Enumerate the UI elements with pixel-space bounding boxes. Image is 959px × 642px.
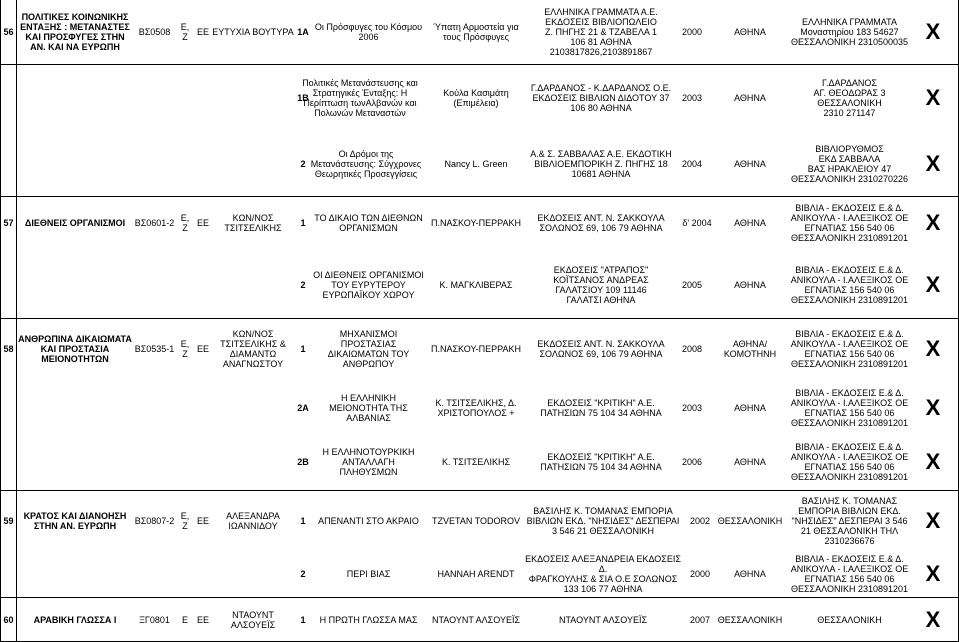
distributor: Γ.ΔΑΡΔΑΝΟΣ ΑΓ. ΘΕΟΔΩΡΑΣ 3 ΘΕΣΣΑΛΟΝΙΚΗ 2310 271147: [813, 78, 886, 118]
cross-mark: X: [925, 395, 941, 420]
book-index: 1: [300, 344, 306, 354]
distributor: ΒΙΒΛΙΑ - ΕΚΔΟΣΕΙΣ Ε.& Δ. ΑΝΙΚΟΥΛΑ - Ι.ΑΛΕΞΙΚΟΣ ΟΕ ΕΓΝΑΤΙΑΣ 156 540 06 ΘΕΣΣΑΛΟΝΙΚΗ 2310891201: [790, 329, 909, 369]
book-index: 1Β: [297, 93, 309, 103]
row-number: 57: [3, 218, 14, 228]
publisher: ΝΤΑΟΥΝΤ ΑΛΣΟΥΕΪΣ: [558, 615, 648, 625]
publisher: ΕΚΔΟΣΕΙΣ "ΚΡΙΤΙΚΗ" Α.Ε. ΠΑΤΗΣΙΩΝ 75 104 34 ΑΘΗΝΑ: [540, 398, 662, 418]
publisher: ΕΚΔΟΣΕΙΣ "ΑΤΡΑΠΟΣ" ΚΟΪΤΣΑΝΟΣ ΑΝΔΡΕΑΣ ΓΑΛΑΤΣΙΟΥ 109 11146 ΓΑΛΑΤΣΙ ΑΘΗΝΑ: [553, 265, 649, 305]
publisher: ΕΚΔΟΣΕΙΣ ΑΝΤ. Ν. ΣΑΚΚΟΥΛΑ ΣΟΛΩΝΟΣ 69, 106 79 ΑΘΗΝΑ: [537, 213, 665, 233]
row-number: 59: [3, 516, 14, 526]
publisher: Γ.ΔΑΡΔΑΝΟΣ - Κ.ΔΑΡΔΑΝΟΣ Ο.Ε. ΕΚΔΟΣΕΙΣ ΒΙΒΛΙΩΝ ΔΙΔΟΤΟΥ 37 106 80 ΑΘΗΝΑ: [530, 83, 672, 113]
book-title: ΟΙ ΔΙΕΘΝΕΙΣ ΟΡΓΑΝΙΣΜΟΙ ΤΟΥ ΕΥΡΥΤΕΡΟΥ ΕΥΡΩΠΑΪΚΟΥ ΧΩΡΟΥ: [313, 270, 424, 300]
book-index: 2: [300, 159, 306, 169]
publication-city: ΑΘΗΝΑ: [734, 457, 766, 467]
publication-year: 2005: [681, 280, 703, 290]
instructor: ΝΤΑΟΥΝΤ ΑΛΣΟΥΕΪΣ: [230, 610, 276, 630]
book-title: Οι Δρόμοι της Μετανάστευσης: Σύγχρονες Θεωρητικές Προσεγγίσεις: [310, 149, 422, 179]
book-author: TZVETAN TODOROV: [431, 516, 520, 526]
book-title: Η ΠΡΩΤΗ ΓΛΩΣΣΑ ΜΑΣ: [319, 615, 418, 625]
publication-year: 2008: [681, 344, 703, 354]
book-title: Οι Πρόσφυγες του Κόσμου 2006: [314, 22, 423, 42]
publication-year: 2004: [681, 159, 703, 169]
course-title: ΚΡΑΤΟΣ ΚΑΙ ΔΙΑΝΟΗΣΗ ΣΤΗΝ ΑΝ. ΕΥΡΩΠΗ: [23, 511, 127, 531]
book-title: Η ΕΛΛΗΝΙΚΗ ΜΕΙΟΝΟΤΗΤΑ ΤΗΣ ΑΛΒΑΝΙΑΣ: [329, 393, 408, 423]
book-title: Πολιτικές Μετανάστευσης και Στρατηγικές Ένταξης: Η Περίπτωση τωνΑλβανών και Πολωνών Μεταναστών: [302, 78, 418, 118]
book-author: ΝΤΑΟΥΝΤ ΑΛΣΟΥΕΪΣ: [431, 615, 521, 625]
book-index: 2: [300, 569, 306, 579]
distributor: ΒΙΒΛΙΑ - ΕΚΔΟΣΕΙΣ Ε.& Δ. ΑΝΙΚΟΥΛΑ - Ι.ΑΛΕΞΙΚΟΣ ΟΕ ΕΓΝΑΤΙΑΣ 156 540 06 ΘΕΣΣΑΛΟΝΙΚΗ 2310891201: [790, 203, 909, 243]
course-title: ΑΡΑΒΙΚΗ ΓΛΩΣΣΑ Ι: [33, 615, 117, 625]
row-divider: [0, 597, 959, 598]
publisher: ΕΚΔΟΣΕΙΣ ΑΝΤ. Ν. ΣΑΚΚΟΥΛΑ ΣΟΛΩΝΟΣ 69, 106 79 ΑΘΗΝΑ: [537, 339, 665, 359]
semester: Ε, Ζ: [180, 511, 190, 531]
book-author: Κούλα Κασιμάτη (Επιμέλεια): [443, 88, 509, 108]
cross-mark: X: [925, 561, 941, 586]
cross-mark: X: [925, 151, 941, 176]
course-code: ΒΣ0535-1: [134, 344, 175, 354]
course-title: ΑΝΘΡΩΠΙΝΑ ΔΙΚΑΙΩΜΑΤΑ ΚΑΙ ΠΡΟΣΤΑΣΙΑ ΜΕΙΟΝΟΤΗΤΩΝ: [18, 334, 132, 364]
instructor: ΚΩΝ/ΝΟΣ ΤΣΙΤΣΕΛΙΚΗΣ & ΔΙΑΜΑΝΤΩ ΑΝΑΓΝΩΣΤΟΥ: [220, 329, 286, 369]
row-number: 56: [3, 27, 14, 37]
book-author: Κ. ΤΣΙΤΣΕΛΙΚΗΣ, Δ. ΧΡΙΣΤΟΠΟΥΛΟΣ +: [435, 398, 517, 418]
instructor: ΕΥΤΥΧΙΑ ΒΟΥΤΥΡΑ: [212, 27, 294, 37]
publication-city: ΑΘΗΝΑ: [734, 27, 766, 37]
semester: Ε, Ζ: [180, 22, 190, 42]
publisher: ΕΛΛΗΝΙΚΑ ΓΡΑΜΜΑΤΑ Α.Ε. ΕΚΔΟΣΕΙΣ ΒΙΒΛΙΟΠΩΛΕΙΟ Ζ. ΠΗΓΗΣ 21 & ΤΖΑΒΕΛΑ 1 106 81 ΑΘΗΝΑ 2103817826,2103891867: [544, 7, 658, 57]
book-index: 1: [300, 516, 306, 526]
book-index: 2: [300, 280, 306, 290]
publication-city: ΑΘΗΝΑ: [734, 93, 766, 103]
row-number: 60: [3, 615, 14, 625]
course-title: ΠΟΛΙΤΙΚΕΣ ΚΟΙΝΩΝΙΚΗΣ ΕΝΤΑΞΗΣ : ΜΕΤΑΝΑΣΤΕΣ ΚΑΙ ΠΡΟΣΦΥΓΕΣ ΣΤΗΝ ΑΝ. ΚΑΙ ΝΑ ΕΥΡΩΠΗ: [20, 12, 130, 52]
instructor: ΚΩΝ/ΝΟΣ ΤΣΙΤΣΕΛΙΚΗΣ: [224, 213, 282, 233]
distributor: ΒΙΒΛΙΑ - ΕΚΔΟΣΕΙΣ Ε.& Δ. ΑΝΙΚΟΥΛΑ - Ι.ΑΛΕΞΙΚΟΣ ΟΕ ΕΓΝΑΤΙΑΣ 156 540 06 ΘΕΣΣΑΛΟΝΙΚΗ 2310891201: [790, 554, 909, 594]
publication-city: ΑΘΗΝΑ: [734, 569, 766, 579]
course-type: ΕΕ: [196, 27, 209, 37]
instructor: ΑΛΕΞΑΝΔΡΑ ΙΩΑΝΝΙΔΟΥ: [226, 511, 280, 531]
row-divider: [0, 64, 959, 65]
publication-year: 2006: [681, 457, 703, 467]
publication-city: ΑΘΗΝΑ: [734, 218, 766, 228]
publication-year: 2002: [689, 516, 711, 526]
cross-mark: X: [925, 210, 941, 235]
publication-city: ΑΘΗΝΑ/ ΚΟΜΟΤΗΝΗ: [723, 339, 777, 359]
publication-year: 2003: [681, 93, 703, 103]
publisher: ΕΚΔΟΣΕΙΣ "ΚΡΙΤΙΚΗ" Α.Ε. ΠΑΤΗΣΙΩΝ 75 104 34 ΑΘΗΝΑ: [540, 452, 662, 472]
cross-mark: X: [925, 449, 941, 474]
publication-city: ΑΘΗΝΑ: [734, 159, 766, 169]
book-title: ΑΠΕΝΑΝΤΙ ΣΤΟ ΑΚΡΑΙΟ: [318, 516, 419, 526]
book-author: Nancy L. Green: [444, 159, 508, 169]
publication-city: ΑΘΗΝΑ: [734, 403, 766, 413]
publication-year: 2000: [689, 569, 711, 579]
course-code: ΒΣ0601-2: [134, 218, 175, 228]
course-code: ΞΓ0801: [139, 615, 170, 625]
book-title: Η ΕΛΛΗΝΟΤΟΥΡΚΙΚΗ ΑΝΤΑΛΛΑΓΗ ΠΛΗΘΥΣΜΩΝ: [322, 447, 415, 477]
publisher: Α.& Σ. ΣΑΒΒΑΛΑΣ Α.Ε. ΕΚΔΟΤΙΚΗ ΒΙΒΛΙΟΕΜΠΟΡΙΚΗ Ζ. ΠΗΓΗΣ 18 10681 ΑΘΗΝΑ: [530, 149, 672, 179]
distributor: ΒΑΣΙΛΗΣ Κ. ΤΟΜΑΝΑΣ ΕΜΠΟΡΙΑ ΒΙΒΛΙΩΝ ΕΚΔ. "ΝΗΣΙΔΕΣ" ΔΕΣΠΕΡΑΙ 3 546 21 ΘΕΣΣΑΛΟΝΙΚΗ ΤΗΛ 2310236676: [791, 496, 908, 546]
column-divider: [16, 0, 17, 642]
publication-city: ΘΕΣΣΑΛΟΝΙΚΗ: [717, 516, 783, 526]
book-author: Κ. ΤΣΙΤΣΕΛΙΚΗΣ: [441, 457, 511, 467]
course-title: ΔΙΕΘΝΕΙΣ ΟΡΓΑΝΙΣΜΟΙ: [24, 218, 126, 228]
book-title: ΜΗΧΑΝΙΣΜΟΙ ΠΡΟΣΤΑΣΙΑΣ ΔΙΚΑΙΩΜΑΤΩΝ ΤΟΥ ΑΝΘΡΩΠΟΥ: [327, 329, 410, 369]
row-number: 58: [3, 344, 14, 354]
book-index: 1: [300, 615, 306, 625]
course-code: ΒΣ0807-2: [134, 516, 175, 526]
cross-mark: X: [925, 19, 941, 44]
publication-year: δ' 2004: [682, 218, 712, 228]
publication-year: 2000: [681, 27, 703, 37]
book-index: 2Α: [297, 403, 309, 413]
distributor: ΒΙΒΛΙΑ - ΕΚΔΟΣΕΙΣ Ε.& Δ. ΑΝΙΚΟΥΛΑ - Ι.ΑΛΕΞΙΚΟΣ ΟΕ ΕΓΝΑΤΙΑΣ 156 540 06 ΘΕΣΣΑΛΟΝΙΚΗ 2310891201: [790, 388, 909, 428]
course-type: ΕΕ: [196, 516, 209, 526]
book-index: 2Β: [297, 457, 309, 467]
book-title: ΤΟ ΔΙΚΑΙΟ ΤΩΝ ΔΙΕΘΝΩΝ ΟΡΓΑΝΙΣΜΩΝ: [314, 213, 423, 233]
book-author: Ύπατη Αρμοστεία για τους Πρόσφυγες: [433, 22, 519, 42]
publisher: ΕΚΔΟΣΕΙΣ ΑΛΕΞΑΝΔΡΕΙΑ ΕΚΔΟΣΕΙΣ Δ. ΦΡΑΓΚΟΥΛΗΣ & ΣΙΑ Ο.Ε ΣΟΛΩΝΟΣ 133 106 77 ΑΘΗΝΑ: [525, 554, 681, 594]
cross-mark: X: [925, 272, 941, 297]
book-title: ΠΕΡΙ ΒΙΑΣ: [346, 569, 391, 579]
semester: Ε: [181, 615, 188, 625]
publication-year: 2003: [681, 403, 703, 413]
publisher: ΒΑΣΙΛΗΣ Κ. ΤΟΜΑΝΑΣ ΕΜΠΟΡΙΑ ΒΙΒΛΙΩΝ ΕΚΔ. "ΝΗΣΙΔΕΣ" ΔΕΣΠΕΡΑΙ 3 546 21 ΘΕΣΣΑΛΟΝΙΚΗ: [526, 506, 680, 536]
course-type: ΕΕ: [196, 218, 209, 228]
distributor: ΘΕΣΣΑΛΟΝΙΚΗ: [817, 615, 882, 625]
book-author: Π.ΝΑΣΚΟΥ-ΠΕΡΡΑΚΗ: [430, 344, 522, 354]
book-author: HANNAH ARENDT: [437, 569, 515, 579]
distributor: ΒΙΒΛΙΑ - ΕΚΔΟΣΕΙΣ Ε.& Δ. ΑΝΙΚΟΥΛΑ - Ι.ΑΛΕΞΙΚΟΣ ΟΕ ΕΓΝΑΤΙΑΣ 156 540 06 ΘΕΣΣΑΛΟΝΙΚΗ 2310891201: [790, 442, 909, 482]
publication-city: ΑΘΗΝΑ: [734, 280, 766, 290]
semester: Ε, Ζ: [180, 339, 190, 359]
semester: Ε, Ζ: [180, 213, 190, 233]
publication-city: ΘΕΣΣΑΛΟΝΙΚΗ: [717, 615, 783, 625]
cross-mark: X: [925, 607, 941, 632]
cross-mark: X: [925, 85, 941, 110]
book-author: Κ. ΜΑΓΚΛΙΒΕΡΑΣ: [439, 280, 513, 290]
book-index: 1: [300, 218, 306, 228]
cross-mark: X: [925, 336, 941, 361]
distributor: ΕΛΛΗΝΙΚΑ ΓΡΑΜΜΑΤΑ Μοναστηρίου 183 54627 ΘΕΣΣΑΛΟΝΙΚΗ 2310500035: [790, 17, 908, 47]
book-index: 1Α: [297, 27, 309, 37]
publication-year: 2007: [689, 615, 711, 625]
distributor: ΒΙΒΛΙΟΡΥΘΜΟΣ ΕΚΔ ΣΑΒΒΑΛΑ ΒΑΣ ΗΡΑΚΛΕΙΟΥ 47 ΘΕΣΣΑΛΟΝΙΚΗ 2310270226: [790, 144, 908, 184]
book-author: Π.ΝΑΣΚΟΥ-ΠΕΡΡΑΚΗ: [430, 218, 522, 228]
course-code: ΒΣ0508: [138, 27, 171, 37]
row-divider: [0, 490, 959, 491]
distributor: ΒΙΒΛΙΑ - ΕΚΔΟΣΕΙΣ Ε.& Δ. ΑΝΙΚΟΥΛΑ - Ι.ΑΛΕΞΙΚΟΣ ΟΕ ΕΓΝΑΤΙΑΣ 156 540 06 ΘΕΣΣΑΛΟΝΙΚΗ 2310891201: [790, 265, 909, 305]
course-type: ΕΕ: [196, 344, 209, 354]
cross-mark: X: [925, 508, 941, 533]
course-type: ΕΕ: [196, 615, 209, 625]
